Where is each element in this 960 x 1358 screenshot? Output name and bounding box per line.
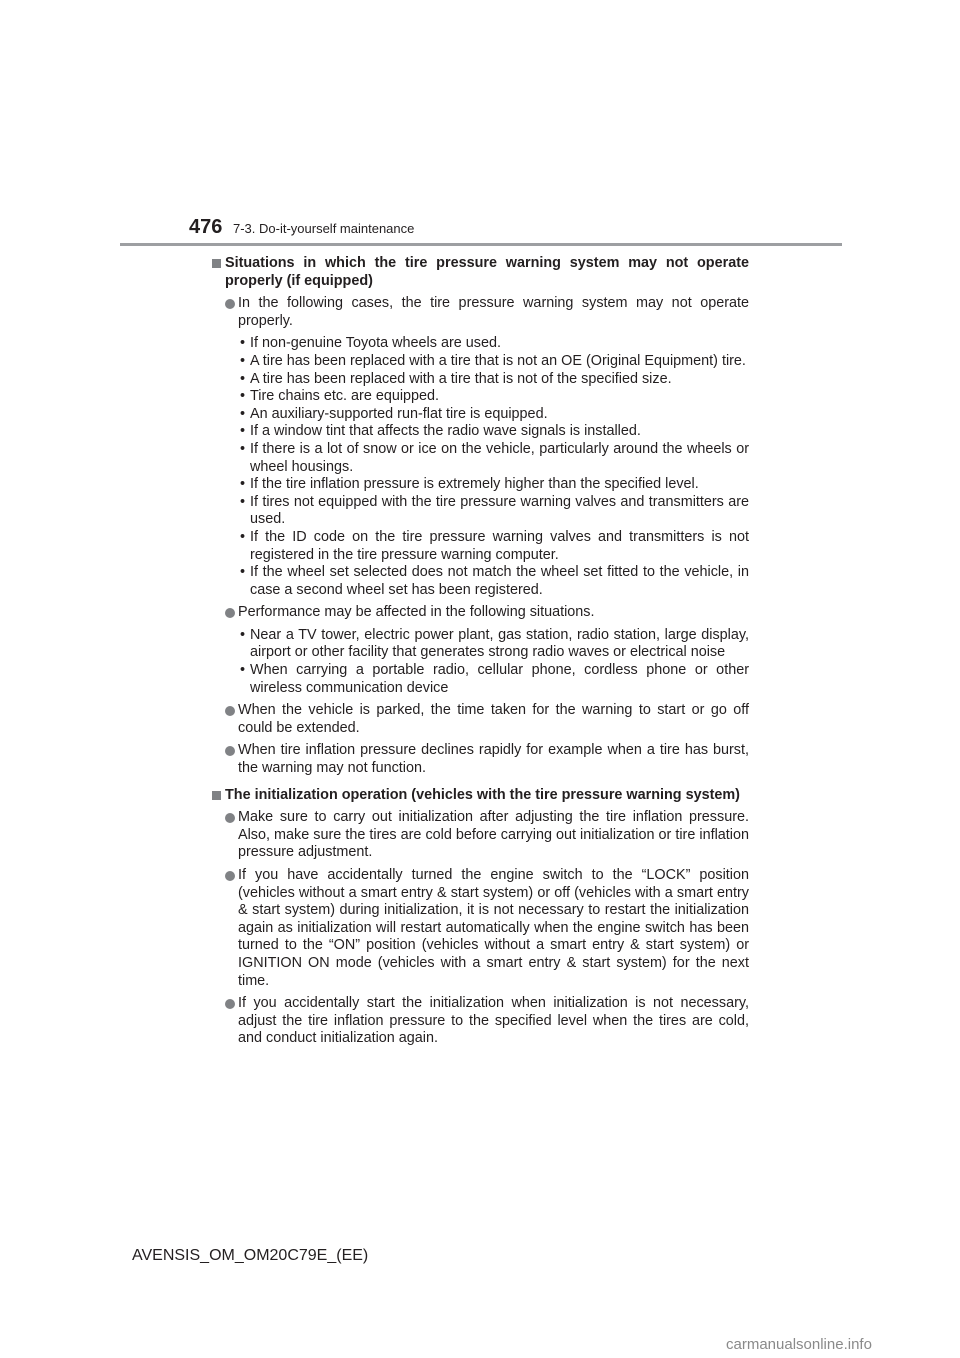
dot-marker-icon: •	[240, 335, 246, 352]
dot-marker-icon: •	[240, 388, 246, 405]
watermark: carmanualsonline.info	[726, 1336, 872, 1353]
bullet-item	[211, 702, 749, 737]
bullet-item	[211, 995, 749, 1048]
document-id: AVENSIS_OM_OM20C79E_(EE)	[132, 1247, 369, 1264]
dot-marker-icon: •	[240, 405, 246, 422]
list-item: • If there is a lot of snow or ice on the vehicle, particularly around the wheels or wheel housings.	[240, 440, 749, 475]
circle-bullet-icon	[225, 813, 235, 823]
bullet-text: Performance may be affected in the following situations.	[238, 604, 595, 621]
bullet-text: Make sure to carry out initialization after adjusting the tire inflation pressure. Also, make sure the tires are cold before carrying out initialization or tire inflation pressure adjustment.	[238, 809, 749, 861]
list-item: • An auxiliary-supported run-flat tire is equipped.	[240, 405, 548, 422]
circle-bullet-icon	[225, 999, 235, 1009]
bullet-text: If you have accidentally turned the engine switch to the “LOCK” position (vehicles without a smart entry & start system) or off (vehicles with a smart entry & start system) during initialization, it is not necessary to restart the initialization again as initialization will restart automatically when the engine switch has been turned to the “ON” position (vehicles without a smart entry & start system) or IGNITION ON mode (vehicles with a smart entry & start system) for the next time.	[238, 867, 749, 989]
circle-bullet-icon	[225, 871, 235, 881]
list-item: • Near a TV tower, electric power plant, gas station, radio station, large display, airport or other facility that generates strong radio waves or electrical noise	[240, 626, 749, 661]
heading-text: Situations in which the tire pressure warning system may not operate properly (if equipped)	[225, 255, 749, 289]
bullet-text: When the vehicle is parked, the time taken for the warning to start or go off could be extended.	[238, 702, 749, 736]
section-heading-initialization	[211, 787, 749, 805]
list-item: • If tires not equipped with the tire pressure warning valves and transmitters are used.	[240, 493, 749, 528]
bullet-item	[211, 742, 749, 777]
section-heading-warning-system	[211, 255, 749, 290]
list-item: • A tire has been replaced with a tire that is not of the specified size.	[240, 370, 672, 387]
bullet-item	[211, 604, 749, 622]
list-item: • When carrying a portable radio, cellular phone, cordless phone or other wireless communication device	[240, 662, 749, 696]
page-number: 476	[189, 216, 223, 238]
main-content	[211, 255, 749, 1053]
circle-bullet-icon	[225, 746, 235, 756]
dot-marker-icon: •	[240, 528, 246, 545]
header-divider	[120, 243, 842, 246]
square-bullet-icon	[212, 259, 221, 268]
bullet-item	[211, 295, 749, 330]
bullet-item	[211, 809, 749, 862]
circle-bullet-icon	[225, 299, 235, 309]
list-item: • If the tire inflation pressure is extremely higher than the specified level.	[240, 476, 699, 493]
list-item: • A tire has been replaced with a tire that is not an OE (Original Equipment) tire.	[240, 352, 746, 369]
list-item: • If a window tint that affects the radio wave signals is installed.	[240, 423, 641, 440]
circle-bullet-icon	[225, 706, 235, 716]
dot-marker-icon: •	[240, 370, 246, 387]
dot-marker-icon: •	[240, 626, 246, 643]
list-item: • If the ID code on the tire pressure warning valves and transmitters is not registered in the tire pressure warning computer.	[240, 528, 749, 563]
list-item: • If the wheel set selected does not match the wheel set fitted to the vehicle, in case a second wheel set has been registered.	[240, 564, 749, 598]
page-header	[0, 0, 960, 250]
dot-marker-icon: •	[240, 493, 246, 510]
bullet-text: If you accidentally start the initialization when initialization is not necessary, adjust the tire inflation pressure to the specified level when the tires are cold, and conduct initialization again.	[238, 995, 749, 1047]
square-bullet-icon	[212, 791, 221, 800]
bullet-text: In the following cases, the tire pressure warning system may not operate properly.	[238, 295, 749, 329]
case-list	[211, 335, 749, 599]
list-item: • If non-genuine Toyota wheels are used.	[240, 335, 501, 352]
dot-marker-icon: •	[240, 662, 246, 679]
list-item: • Tire chains etc. are equipped.	[240, 388, 440, 405]
dot-marker-icon: •	[240, 440, 246, 457]
dot-marker-icon: •	[240, 564, 246, 581]
bullet-text: When tire inflation pressure declines rapidly for example when a tire has burst, the warning may not function.	[238, 742, 749, 777]
dot-marker-icon: •	[240, 423, 246, 440]
section-title: 7-3. Do-it-yourself maintenance	[233, 221, 415, 236]
bullet-item	[211, 867, 749, 990]
circle-bullet-icon	[225, 608, 235, 618]
heading-text: The initialization operation (vehicles with the tire pressure warning system)	[225, 786, 740, 803]
situation-list	[211, 627, 749, 697]
dot-marker-icon: •	[240, 476, 246, 493]
dot-marker-icon: •	[240, 352, 246, 369]
